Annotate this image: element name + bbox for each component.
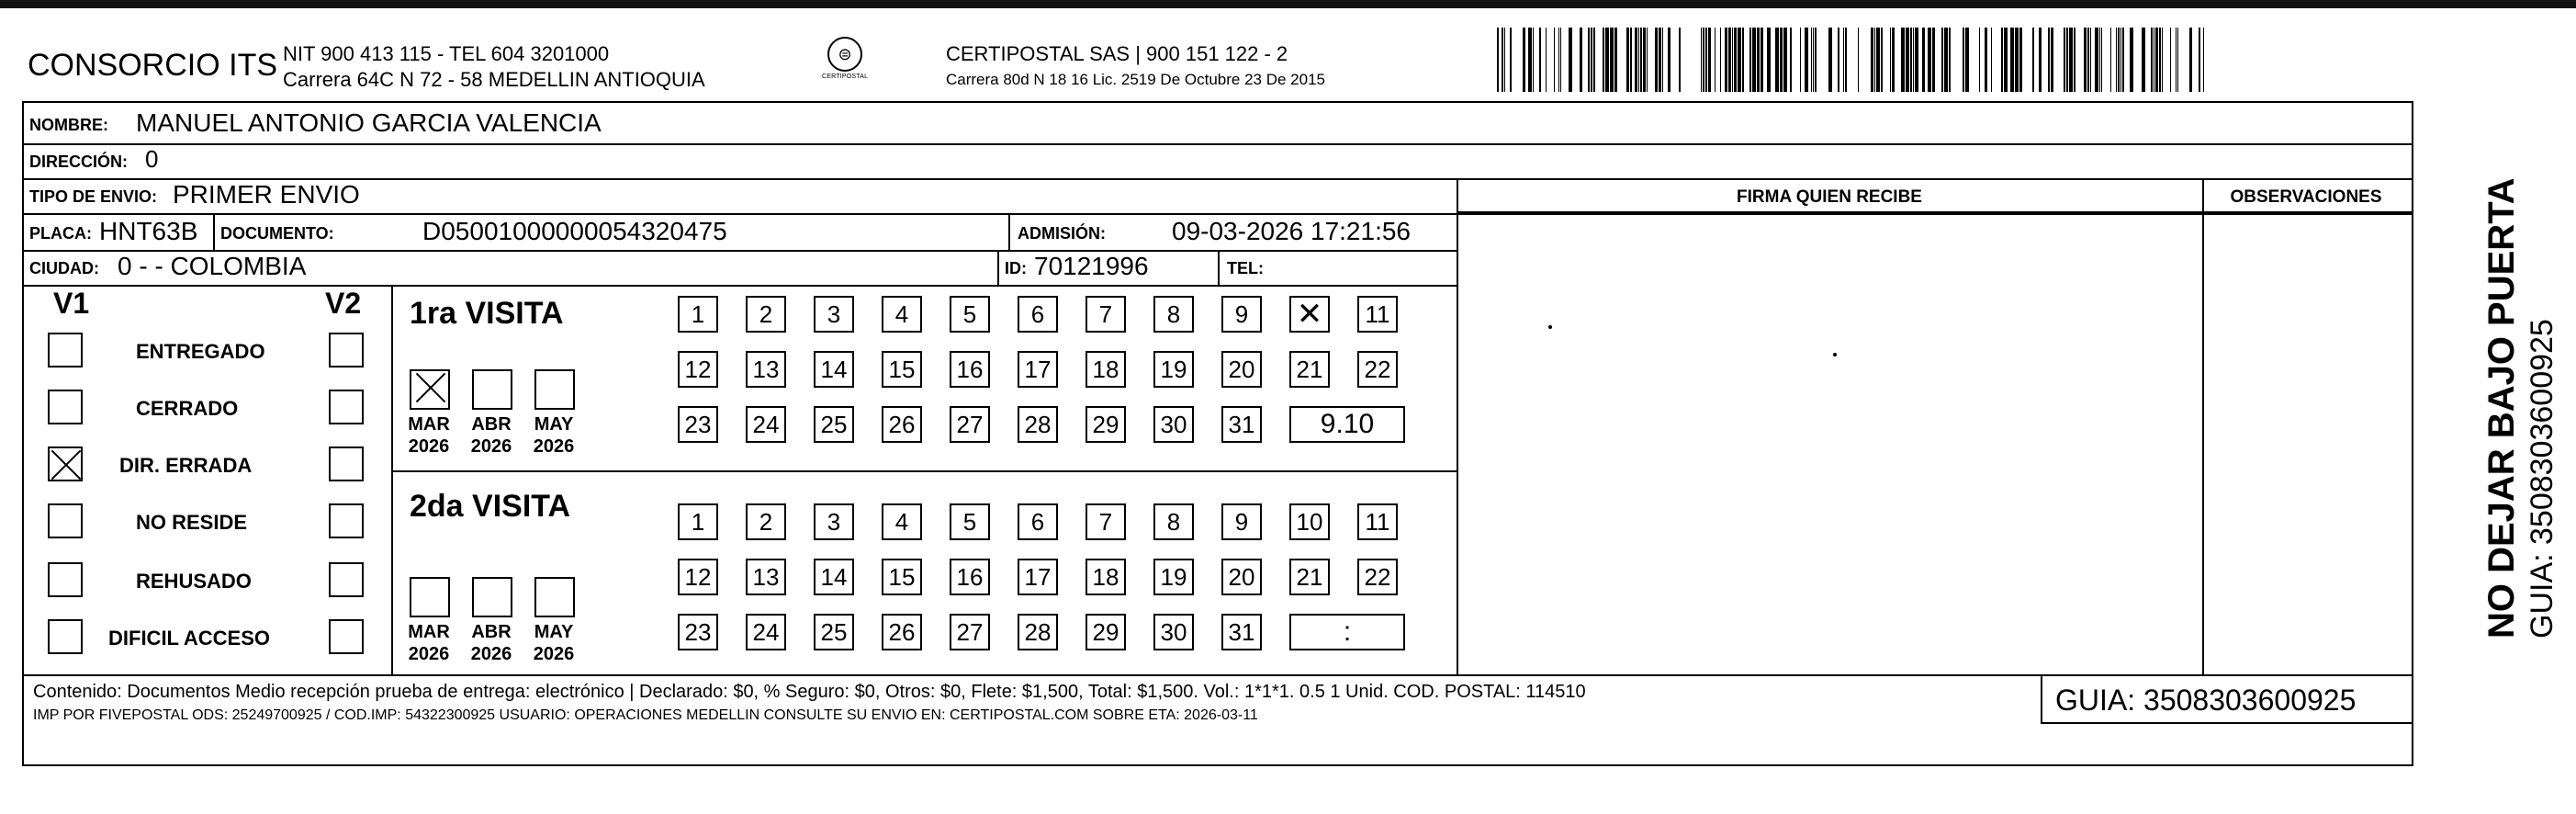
day-8[interactable]: 8 bbox=[1153, 503, 1194, 540]
day-15[interactable]: 15 bbox=[882, 351, 922, 388]
month-name: MAY bbox=[534, 414, 574, 435]
day-6[interactable]: 6 bbox=[1018, 296, 1058, 333]
day-17[interactable]: 17 bbox=[1018, 351, 1058, 388]
barcode-bar bbox=[2032, 28, 2034, 92]
barcode-bar bbox=[1881, 28, 1883, 92]
barcode-bar bbox=[2064, 28, 2065, 92]
barcode-bar bbox=[2120, 28, 2121, 92]
day-23[interactable]: 23 bbox=[678, 614, 718, 650]
admision-label: ADMISIÓN: bbox=[1018, 224, 1106, 243]
barcode-bar bbox=[1790, 28, 1792, 92]
v1-checkbox[interactable] bbox=[48, 562, 83, 597]
month-year: 2026 bbox=[533, 436, 575, 457]
month-label bbox=[465, 413, 518, 458]
barcode-bar bbox=[1892, 28, 1895, 92]
barcode-bar bbox=[1720, 28, 1721, 92]
barcode-bar bbox=[2203, 28, 2204, 92]
id-divider bbox=[997, 250, 999, 285]
month-checkbox[interactable] bbox=[534, 577, 575, 617]
day-26[interactable]: 26 bbox=[882, 406, 922, 443]
barcode-bar bbox=[1901, 28, 1905, 92]
day-31[interactable]: 31 bbox=[1221, 406, 1262, 443]
day-27[interactable]: 27 bbox=[950, 614, 990, 650]
logo-text: CERTIPOSTAL bbox=[822, 73, 869, 80]
nit-line: NIT 900 413 115 - TEL 604 3201000 bbox=[283, 42, 610, 65]
row-divider bbox=[24, 285, 1457, 287]
barcode-bar bbox=[1679, 28, 1681, 92]
barcode-bar bbox=[1944, 28, 1948, 92]
guia-number: GUIA: 3508303600925 bbox=[2055, 684, 2357, 717]
tipo-label: TIPO DE ENVIO: bbox=[29, 187, 158, 206]
month-year: 2026 bbox=[408, 436, 450, 457]
barcode-bar bbox=[1813, 28, 1814, 92]
no-dejar-notice: NO DEJAR BAJO PUERTA bbox=[2481, 177, 2522, 639]
status-option-label: DIFICIL ACCESO bbox=[108, 627, 271, 650]
day-7[interactable]: 7 bbox=[1086, 503, 1126, 540]
barcode-bar bbox=[1510, 28, 1512, 92]
barcode-bar bbox=[1725, 28, 1727, 92]
barcode-bar bbox=[1915, 28, 1918, 92]
day-2[interactable]: 2 bbox=[746, 296, 786, 333]
month-checkbox[interactable] bbox=[472, 577, 512, 617]
tipo-value: PRIMER ENVIO bbox=[173, 180, 360, 209]
carrier-info bbox=[946, 41, 1325, 93]
v1-checkbox[interactable] bbox=[48, 619, 83, 654]
barcode-bar bbox=[1640, 28, 1642, 92]
carrier-logo bbox=[822, 37, 868, 87]
barcode-bar bbox=[2090, 28, 2091, 92]
month-label bbox=[402, 621, 456, 665]
barcode-bar bbox=[1928, 28, 1931, 92]
barcode-bar bbox=[1523, 28, 1525, 92]
v1-header: V1 bbox=[53, 287, 90, 320]
day-19[interactable]: 19 bbox=[1153, 351, 1194, 388]
day-26[interactable]: 26 bbox=[882, 614, 922, 650]
day-1[interactable]: 1 bbox=[678, 296, 718, 333]
barcode-bar bbox=[1504, 28, 1505, 92]
day-4[interactable]: 4 bbox=[882, 296, 922, 333]
status-option-label: CERRADO bbox=[136, 397, 239, 420]
id-value: 70121996 bbox=[1034, 252, 1149, 280]
barcode-bar bbox=[1701, 28, 1702, 92]
day-29[interactable]: 29 bbox=[1086, 406, 1126, 443]
barcode-bar bbox=[1858, 28, 1859, 92]
barcode-bar bbox=[2019, 28, 2022, 92]
barcode-bar bbox=[2048, 28, 2050, 92]
v1-checkbox[interactable] bbox=[48, 503, 83, 538]
visit1-title: 1ra VISITA bbox=[410, 296, 564, 331]
guia-box-bottom bbox=[2041, 722, 2412, 724]
documento-label: DOCUMENTO: bbox=[220, 224, 334, 243]
day-25[interactable]: 25 bbox=[814, 406, 854, 443]
month-label bbox=[527, 413, 580, 458]
day-16[interactable]: 16 bbox=[950, 351, 990, 388]
top-border bbox=[0, 0, 2576, 8]
id-label: ID: bbox=[1005, 259, 1027, 277]
barcode-bar bbox=[1767, 28, 1771, 92]
barcode-bar bbox=[1732, 28, 1733, 92]
barcode-bar bbox=[2095, 28, 2098, 92]
day-12[interactable]: 12 bbox=[678, 351, 718, 388]
v2-checkbox[interactable] bbox=[329, 562, 364, 597]
barcode-bar bbox=[2110, 28, 2111, 92]
observaciones-header: OBSERVACIONES bbox=[2230, 187, 2382, 207]
barcode-bar bbox=[1638, 28, 1639, 92]
barcode-bar bbox=[2189, 28, 2192, 92]
month-checkbox[interactable] bbox=[410, 369, 450, 410]
month-name: MAY bbox=[534, 622, 574, 642]
day-29[interactable]: 29 bbox=[1086, 614, 1126, 650]
visit-time[interactable]: 9.10 bbox=[1289, 406, 1405, 443]
barcode-bar bbox=[1783, 28, 1787, 92]
barcode-bar bbox=[2176, 28, 2177, 92]
barcode-bar bbox=[1906, 28, 1909, 92]
barcode-bar bbox=[1828, 28, 1832, 92]
barcode-bar bbox=[1985, 28, 1987, 92]
day-30[interactable]: 30 bbox=[1153, 406, 1194, 443]
tel-label: TEL: bbox=[1227, 259, 1264, 277]
guia-box-left bbox=[2041, 674, 2042, 722]
barcode-bar bbox=[1811, 28, 1812, 92]
barcode-bar bbox=[1546, 28, 1547, 92]
day-14[interactable]: 14 bbox=[814, 559, 854, 595]
day-24[interactable]: 24 bbox=[746, 406, 786, 443]
barcode-bar bbox=[1614, 28, 1617, 92]
barcode-bar bbox=[1991, 28, 1992, 92]
v2-checkbox[interactable] bbox=[329, 503, 364, 538]
barcode-bar bbox=[2051, 28, 2053, 92]
barcode-bar bbox=[1588, 28, 1590, 92]
day-12[interactable]: 12 bbox=[678, 559, 718, 595]
carrier-address: Carrera 80d N 18 16 Lic. 2519 De Octubre 23 De 2015 bbox=[946, 71, 1325, 88]
month-year: 2026 bbox=[533, 644, 575, 664]
v2-checkbox[interactable] bbox=[329, 619, 364, 654]
day-8[interactable]: 8 bbox=[1153, 296, 1194, 333]
carrier-line: CERTIPOSTAL SAS | 900 151 122 - 2 bbox=[946, 42, 1288, 65]
barcode-bar bbox=[1780, 28, 1783, 92]
month-name: MAR bbox=[408, 414, 450, 435]
day-28[interactable]: 28 bbox=[1018, 406, 1058, 443]
barcode-bar bbox=[1775, 28, 1779, 92]
day-16[interactable]: 16 bbox=[950, 559, 990, 595]
barcode-bar bbox=[1749, 28, 1751, 92]
barcode-bar bbox=[1752, 28, 1756, 92]
barcode-bar bbox=[1760, 28, 1763, 92]
status-option-label: DIR. ERRADA bbox=[119, 454, 253, 477]
barcode-bar bbox=[2099, 28, 2100, 92]
barcode-bar bbox=[1497, 28, 1499, 92]
barcode-bar bbox=[2155, 28, 2158, 92]
nombre-label: NOMBRE: bbox=[29, 116, 108, 134]
day-10[interactable]: 10 bbox=[1289, 503, 1330, 540]
day-28[interactable]: 28 bbox=[1018, 614, 1058, 650]
barcode-bar bbox=[1871, 28, 1873, 92]
v2-checkbox[interactable] bbox=[329, 333, 364, 367]
barcode bbox=[1497, 28, 2204, 92]
day-13[interactable]: 13 bbox=[746, 559, 786, 595]
day-2[interactable]: 2 bbox=[746, 503, 786, 540]
day-27[interactable]: 27 bbox=[950, 406, 990, 443]
status-option-label: NO RESIDE bbox=[136, 511, 248, 534]
barcode-bar bbox=[1941, 28, 1943, 92]
barcode-bar bbox=[1949, 28, 1951, 92]
day-24[interactable]: 24 bbox=[746, 614, 786, 650]
column-header-rule bbox=[1457, 211, 2412, 213]
day-1[interactable]: 1 bbox=[678, 503, 718, 540]
barcode-bar bbox=[1708, 28, 1711, 92]
day-3[interactable]: 3 bbox=[814, 296, 854, 333]
day-9[interactable]: 9 bbox=[1221, 296, 1262, 333]
barcode-bar bbox=[2001, 28, 2003, 92]
barcode-bar bbox=[1659, 28, 1661, 92]
month-checkbox[interactable] bbox=[410, 577, 450, 617]
ciudad-value: 0 - - COLOMBIA bbox=[118, 252, 307, 280]
day-4[interactable]: 4 bbox=[882, 503, 922, 540]
barcode-bar bbox=[1591, 28, 1592, 92]
barcode-bar bbox=[2087, 28, 2089, 92]
barcode-bar bbox=[1647, 28, 1648, 92]
barcode-bar bbox=[1502, 28, 1503, 92]
day-18[interactable]: 18 bbox=[1086, 559, 1126, 595]
day-21[interactable]: 21 bbox=[1289, 351, 1330, 388]
direccion-label: DIRECCIÓN: bbox=[29, 153, 128, 171]
barcode-bar bbox=[2069, 28, 2073, 92]
status-option-label: ENTREGADO bbox=[136, 340, 265, 363]
row-divider bbox=[24, 143, 2412, 145]
barcode-bar bbox=[1580, 28, 1582, 92]
direccion-value: 0 bbox=[145, 145, 159, 173]
day-22[interactable]: 22 bbox=[1357, 559, 1398, 595]
barcode-bar bbox=[2130, 28, 2133, 92]
day-7[interactable]: 7 bbox=[1086, 296, 1126, 333]
barcode-bar bbox=[1922, 28, 1925, 92]
barcode-bar bbox=[1843, 28, 1844, 92]
v1-checkbox[interactable] bbox=[48, 333, 83, 367]
barcode-bar bbox=[1643, 28, 1646, 92]
barcode-bar bbox=[1963, 28, 1964, 92]
barcode-bar bbox=[1874, 28, 1875, 92]
barcode-bar bbox=[2162, 28, 2163, 92]
barcode-bar bbox=[1554, 28, 1555, 92]
barcode-bar bbox=[1815, 28, 1817, 92]
barcode-bar bbox=[1635, 28, 1637, 92]
barcode-bar bbox=[2122, 28, 2124, 92]
barcode-bar bbox=[1913, 28, 1914, 92]
v1-checkbox[interactable] bbox=[48, 390, 83, 424]
status-option-label: REHUSADO bbox=[136, 570, 252, 593]
barcode-bar bbox=[1979, 28, 1980, 92]
barcode-bar bbox=[2118, 28, 2120, 92]
visit2-title: 2da VISITA bbox=[410, 489, 571, 524]
barcode-bar bbox=[1705, 28, 1707, 92]
barcode-bar bbox=[2066, 28, 2068, 92]
month-label bbox=[465, 621, 518, 665]
barcode-bar bbox=[1610, 28, 1614, 92]
barcode-bar bbox=[1805, 28, 1808, 92]
day-21[interactable]: 21 bbox=[1289, 559, 1330, 595]
day-11[interactable]: 11 bbox=[1357, 296, 1398, 333]
day-10[interactable] bbox=[1289, 296, 1330, 333]
month-name: ABR bbox=[471, 414, 512, 435]
barcode-bar bbox=[1605, 28, 1609, 92]
barcode-bar bbox=[2084, 28, 2087, 92]
barcode-bar bbox=[2039, 28, 2042, 92]
tel-divider bbox=[1218, 250, 1220, 285]
barcode-bar bbox=[2004, 28, 2008, 92]
month-label bbox=[527, 621, 580, 665]
barcode-bar bbox=[1703, 28, 1704, 92]
barcode-bar bbox=[1569, 28, 1572, 92]
day-25[interactable]: 25 bbox=[814, 614, 854, 650]
barcode-bar bbox=[2199, 28, 2200, 92]
day-5[interactable]: 5 bbox=[950, 503, 990, 540]
barcode-bar bbox=[2074, 28, 2075, 92]
barcode-bar bbox=[1603, 28, 1604, 92]
barcode-bar bbox=[1932, 28, 1935, 92]
placa-divider bbox=[213, 213, 215, 250]
v2-header: V2 bbox=[325, 287, 362, 320]
month-checkbox[interactable] bbox=[472, 369, 512, 410]
firma-header: FIRMA QUIEN RECIBE bbox=[1737, 187, 1922, 207]
day-6[interactable]: 6 bbox=[1018, 503, 1058, 540]
visit-divider bbox=[391, 470, 1457, 472]
barcode-bar bbox=[1738, 28, 1741, 92]
barcode-bar bbox=[1876, 28, 1880, 92]
row-divider bbox=[24, 178, 2412, 180]
footer-imp: IMP POR FIVEPOSTAL ODS: 25249700925 / COD.IMP: 54322300925 USUARIO: OPERACIONES MEDELLIN CONSULTE SU ENVIO EN: CERTIPOSTAL.COM SOBRE ETA: 2026-03-11 bbox=[33, 707, 1258, 723]
day-18[interactable]: 18 bbox=[1086, 351, 1126, 388]
day-17[interactable]: 17 bbox=[1018, 559, 1058, 595]
barcode-bar bbox=[1845, 28, 1847, 92]
barcode-bar bbox=[2170, 28, 2171, 92]
barcode-bar bbox=[1626, 28, 1629, 92]
placa-value: HNT63B bbox=[99, 217, 198, 245]
address-line: Carrera 64C N 72 - 58 MEDELLIN ANTIOQUIA bbox=[283, 68, 705, 91]
month-name: MAR bbox=[408, 622, 450, 642]
v2-checkbox[interactable] bbox=[329, 447, 364, 481]
barcode-bar bbox=[1838, 28, 1839, 92]
v2-checkbox[interactable] bbox=[329, 390, 364, 424]
barcode-bar bbox=[1533, 28, 1534, 92]
month-label bbox=[402, 413, 456, 458]
placa-label: PLACA: bbox=[29, 224, 92, 243]
barcode-bar bbox=[1558, 28, 1559, 92]
side-guia: GUIA: 3508303600925 bbox=[2525, 319, 2559, 639]
barcode-bar bbox=[2159, 28, 2161, 92]
visit-time[interactable]: : bbox=[1289, 614, 1405, 650]
barcode-bar bbox=[1890, 28, 1891, 92]
footer-divider bbox=[24, 674, 2412, 676]
side-notice bbox=[2480, 177, 2560, 639]
month-checkbox[interactable] bbox=[534, 369, 575, 410]
day-3[interactable]: 3 bbox=[814, 503, 854, 540]
barcode-bar bbox=[1728, 28, 1731, 92]
barcode-bar bbox=[2101, 28, 2102, 92]
status-col-right bbox=[391, 285, 393, 674]
barcode-bar bbox=[2010, 28, 2014, 92]
day-15[interactable]: 15 bbox=[882, 559, 922, 595]
barcode-bar bbox=[1742, 28, 1744, 92]
barcode-bar bbox=[2142, 28, 2145, 92]
month-year: 2026 bbox=[470, 644, 512, 664]
day-13[interactable]: 13 bbox=[746, 351, 786, 388]
month-year: 2026 bbox=[408, 644, 450, 664]
ciudad-label: CIUDAD: bbox=[29, 259, 99, 277]
day-19[interactable]: 19 bbox=[1153, 559, 1194, 595]
barcode-bar bbox=[2116, 28, 2117, 92]
day-14[interactable]: 14 bbox=[814, 351, 854, 388]
month-year: 2026 bbox=[470, 436, 512, 457]
barcode-bar bbox=[2177, 28, 2178, 92]
day-5[interactable]: 5 bbox=[950, 296, 990, 333]
admision-divider bbox=[1008, 213, 1010, 250]
day-31[interactable]: 31 bbox=[1221, 614, 1262, 650]
barcode-bar bbox=[1910, 28, 1912, 92]
footer-contents: Contenido: Documentos Medio recepción prueba de entrega: electrónico | Declarado: $0, % Seguro: $0, Otros: $0, Flete: $1,500, Total: $1,500. Vol.: 1*1*1. 0.5 1 Unid. COD. POSTAL: 114510 bbox=[33, 682, 1586, 702]
documento-value: D05001000000054320475 bbox=[422, 217, 727, 245]
day-22[interactable]: 22 bbox=[1357, 351, 1398, 388]
barcode-bar bbox=[1528, 28, 1532, 92]
barcode-bar bbox=[1757, 28, 1760, 92]
signature-mark bbox=[1833, 353, 1837, 356]
company-info bbox=[283, 41, 705, 93]
company-name: CONSORCIO ITS bbox=[28, 48, 278, 83]
barcode-bar bbox=[1662, 28, 1663, 92]
row-divider bbox=[24, 213, 2412, 215]
firma-col-left bbox=[1457, 178, 1458, 674]
barcode-bar bbox=[1734, 28, 1737, 92]
nombre-value: MANUEL ANTONIO GARCIA VALENCIA bbox=[136, 108, 602, 137]
obs-col-left bbox=[2202, 178, 2204, 674]
delivery-form bbox=[22, 101, 2413, 766]
barcode-bar bbox=[1630, 28, 1632, 92]
v1-checkbox[interactable] bbox=[48, 447, 83, 481]
barcode-bar bbox=[1560, 28, 1561, 92]
day-23[interactable]: 23 bbox=[678, 406, 718, 443]
month-name: ABR bbox=[471, 622, 512, 642]
logo-icon: ⊜ bbox=[827, 37, 862, 72]
barcode-bar bbox=[2151, 28, 2153, 92]
barcode-bar bbox=[1668, 28, 1670, 92]
day-9[interactable]: 9 bbox=[1221, 503, 1262, 540]
barcode-bar bbox=[1593, 28, 1595, 92]
day-30[interactable]: 30 bbox=[1153, 614, 1194, 650]
barcode-bar bbox=[1800, 28, 1801, 92]
barcode-bar bbox=[1655, 28, 1658, 92]
day-11[interactable]: 11 bbox=[1357, 503, 1398, 540]
admision-value: 09-03-2026 17:21:56 bbox=[1172, 217, 1411, 245]
day-20[interactable]: 20 bbox=[1221, 351, 1262, 388]
signature-mark bbox=[1548, 325, 1552, 329]
barcode-bar bbox=[2015, 28, 2019, 92]
barcode-bar bbox=[1965, 28, 1969, 92]
barcode-bar bbox=[1539, 28, 1541, 92]
day-20[interactable]: 20 bbox=[1221, 559, 1262, 595]
